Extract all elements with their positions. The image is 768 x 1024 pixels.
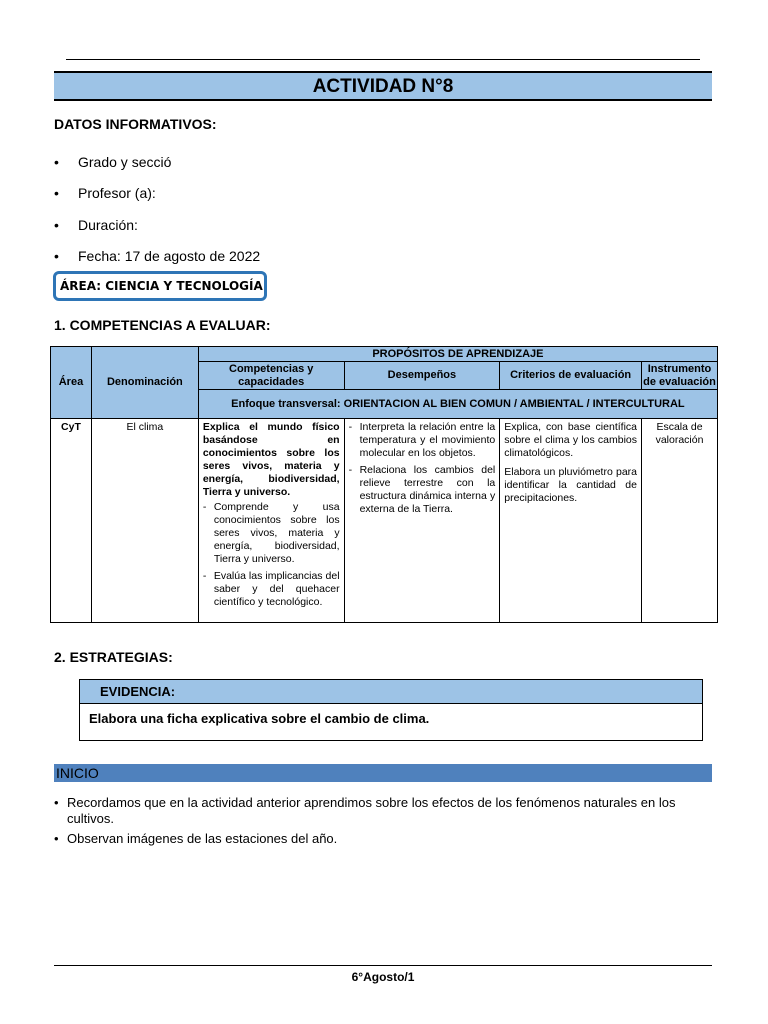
list-item: - Interpreta la relación entre la temperatura y el movimiento molecular en los objetos. — [349, 421, 496, 460]
evidencia-box — [79, 679, 703, 741]
criterio-text: Explica, con base científica sobre el clima y los cambios climatológicos. — [504, 421, 637, 459]
desempenos-list — [349, 421, 496, 516]
datos-heading: DATOS INFORMATIVOS: — [54, 116, 217, 132]
list-item: • Profesor (a): — [54, 185, 156, 202]
competencias-heading: 1. COMPETENCIAS A EVALUAR: — [54, 317, 271, 333]
col-denominacion-header: Denominación — [91, 347, 198, 419]
list-item: - Evalúa las implicancias del saber y del quehacer científico y tecnológico. — [203, 570, 340, 609]
page-title: ACTIVIDAD N°8 — [54, 71, 712, 101]
criterio-text: Elabora un pluviómetro para identificar la cantidad de precipitaciones. — [504, 466, 637, 504]
list-item: • Observan imágenes de las estaciones del año. — [54, 831, 716, 847]
col-criterios-header: Criterios de evaluación — [500, 362, 642, 390]
cell-instrumento: Escala de valoración — [642, 419, 718, 623]
col-area-header: Área — [51, 347, 92, 419]
datos-list — [54, 146, 454, 272]
list-item: - Relaciona los cambios del relieve terrestre con la estructura dinámica interna y externa de la Tierra. — [349, 464, 496, 516]
enfoque-row: Enfoque transversal: ORIENTACION AL BIEN COMUN / AMBIENTAL / INTERCULTURAL — [198, 390, 717, 419]
evidencia-text: Elabora una ficha explicativa sobre el cambio de clima. — [89, 711, 430, 726]
bullet-icon: • — [54, 248, 59, 265]
list-item: • Recordamos que en la actividad anterior aprendimos sobre los efectos de los fenómenos naturales en los cultivos. — [54, 795, 716, 827]
page-footer: 6°Agosto/1 — [351, 970, 415, 984]
col-desempenos-header: Desempeños — [344, 362, 500, 390]
inicio-label: INICIO — [54, 764, 712, 782]
competencias-table — [50, 346, 718, 623]
area-label-box: ÁREA: CIENCIA Y TECNOLOGÍA — [53, 271, 267, 301]
list-item: • Fecha: 17 de agosto de 2022 — [54, 248, 261, 265]
cell-competencias — [198, 419, 344, 623]
col-competencias-header: Competencias y capacidades — [198, 362, 344, 390]
inicio-list — [54, 795, 716, 851]
cell-denominacion: El clima — [91, 419, 198, 623]
cell-criterios — [500, 419, 642, 623]
top-divider — [66, 59, 700, 60]
cell-area: CyT — [51, 419, 92, 623]
competencia-text: Explica el mundo físico basándose en conocimientos sobre los seres vivos, materia y energía, biodiversidad, Tierra y universo. — [202, 421, 340, 498]
estrategias-heading: 2. ESTRATEGIAS: — [54, 649, 173, 665]
propositos-header: PROPÓSITOS DE APRENDIZAJE — [198, 347, 717, 362]
list-item: - Comprende y usa conocimientos sobre los seres vivos, materia y energía, biodiversidad, Tierra y universo. — [203, 501, 340, 566]
bullet-icon: • — [54, 185, 59, 202]
bullet-icon: • — [54, 153, 59, 170]
list-item: • Duración: — [54, 216, 138, 233]
col-instrumento-header: Instrumento de evaluación — [643, 362, 716, 388]
cell-desempenos — [344, 419, 500, 623]
list-item: • Grado y secció — [54, 153, 172, 170]
bullet-icon: • — [54, 216, 59, 233]
capacidades-list — [203, 501, 340, 609]
footer-divider — [54, 965, 712, 966]
evidencia-label: EVIDENCIA: — [80, 680, 702, 704]
